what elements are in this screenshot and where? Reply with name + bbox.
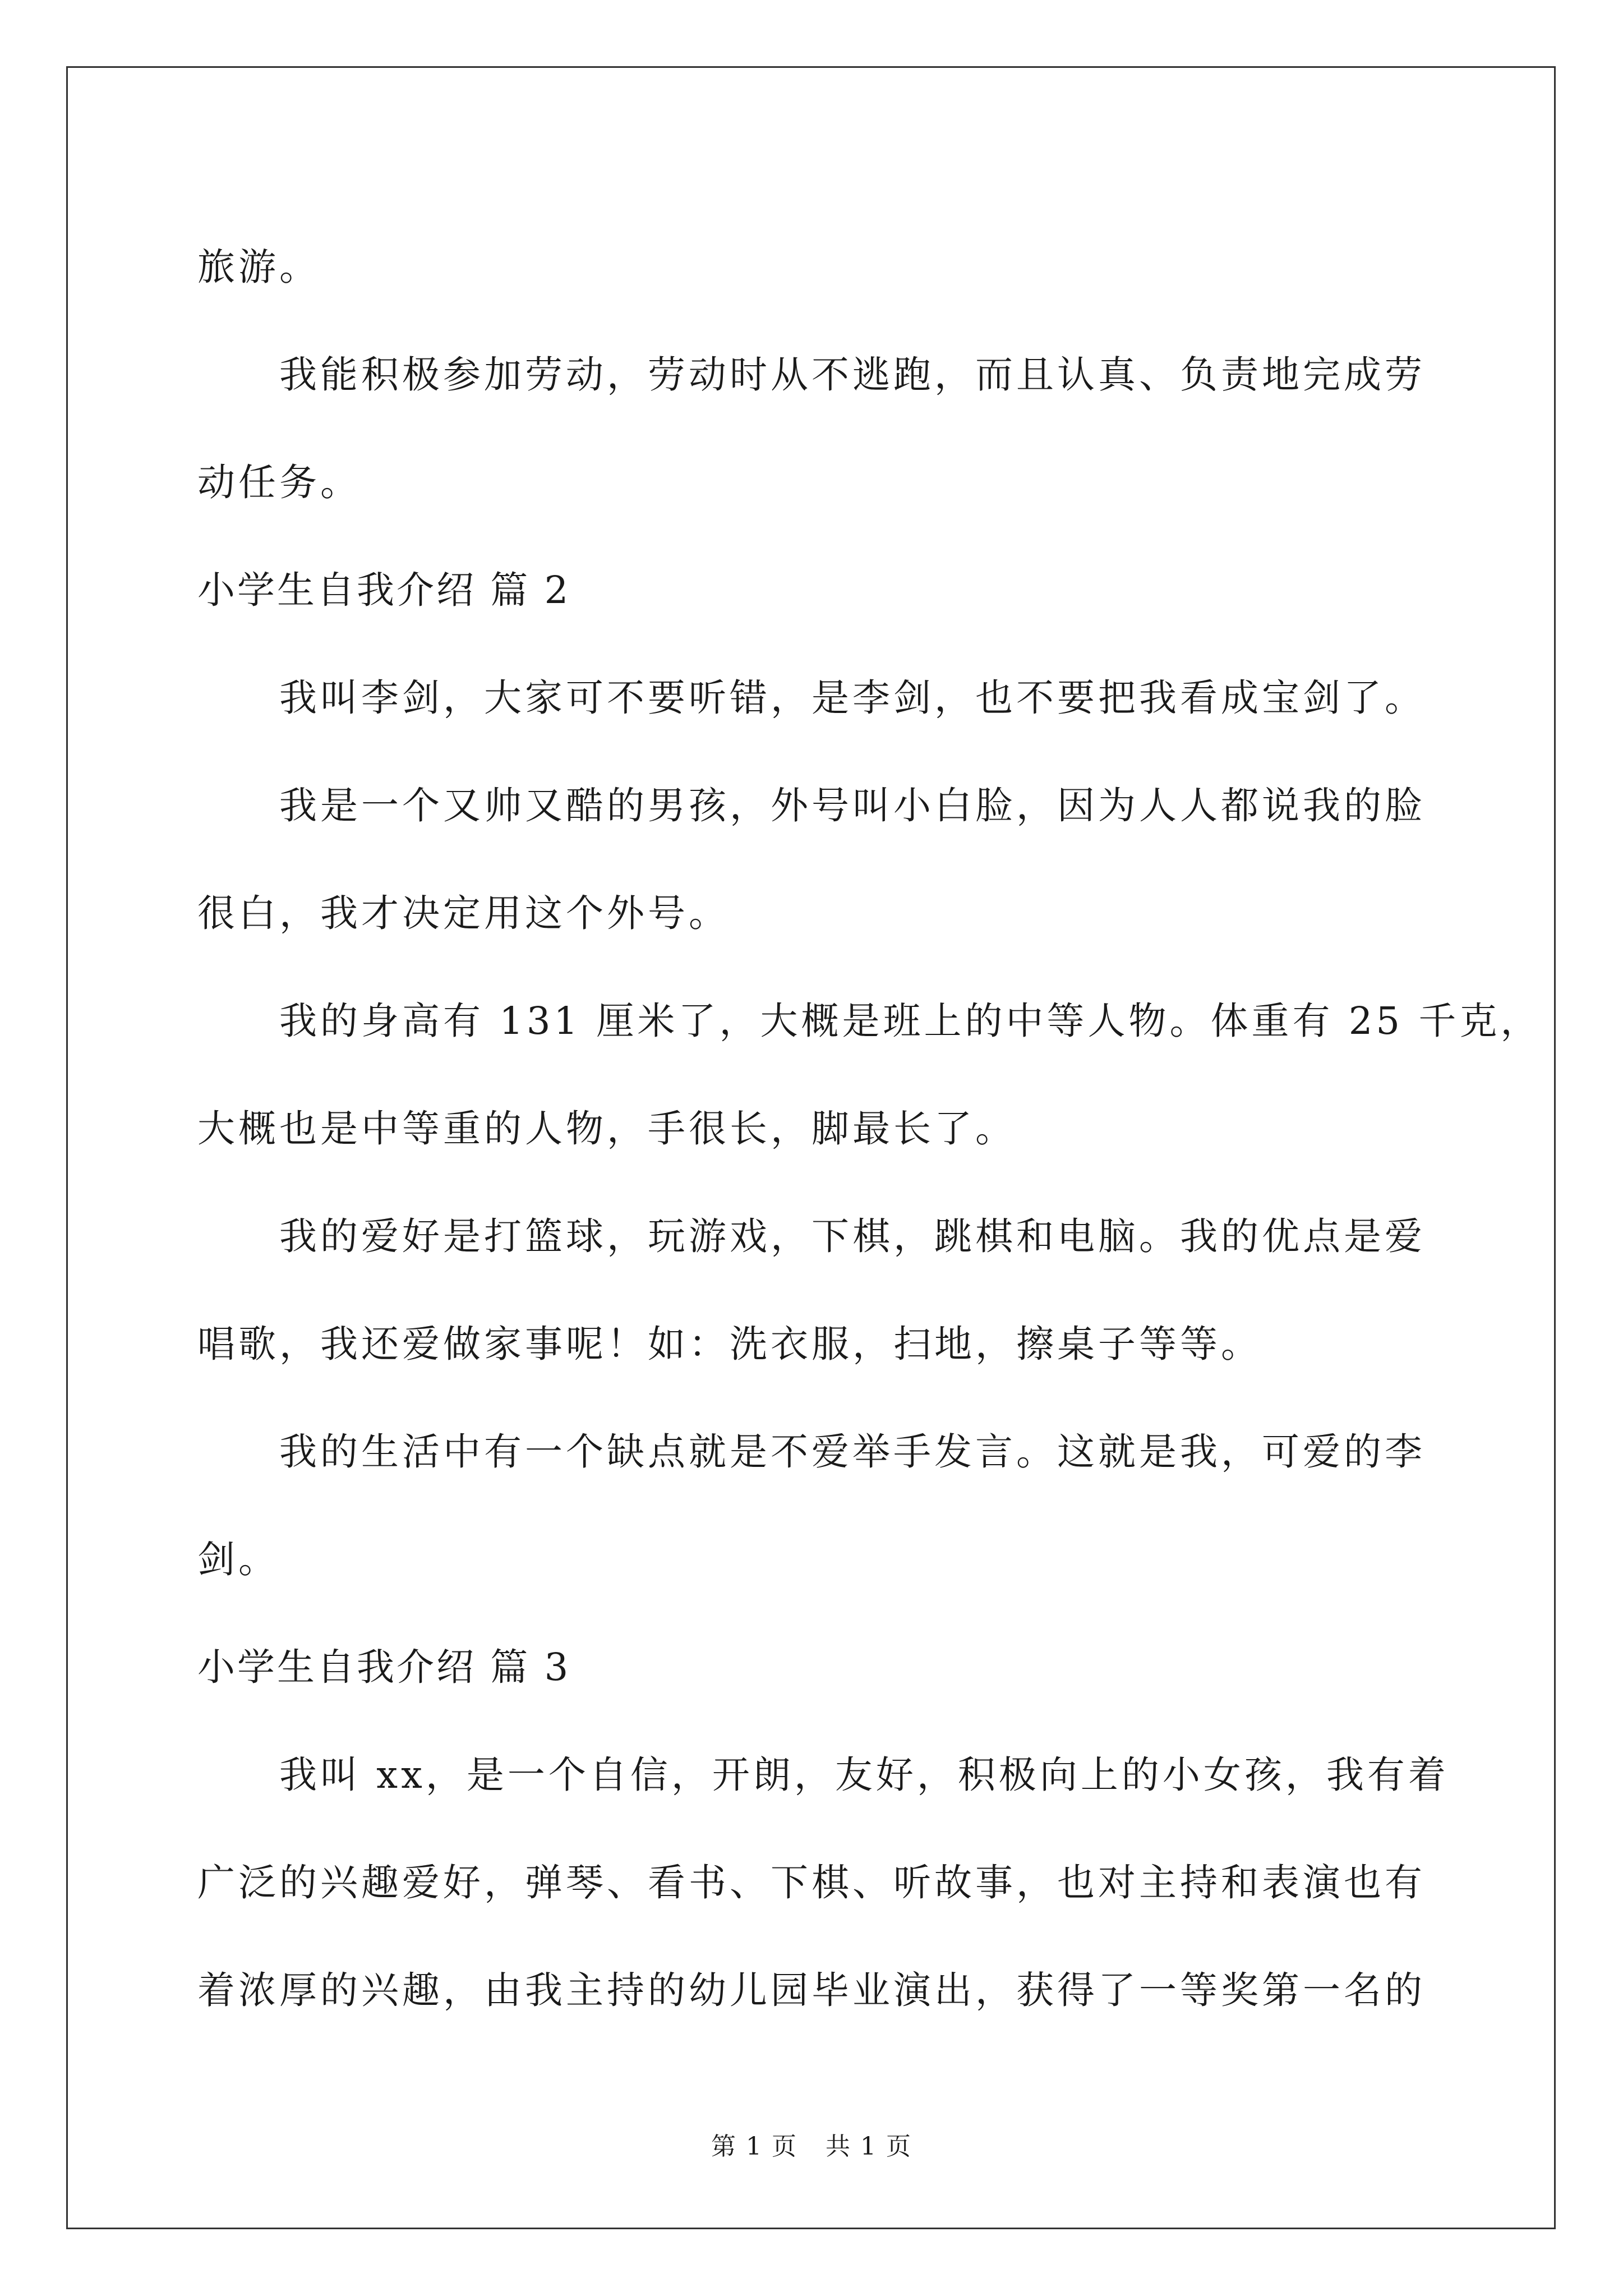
- page-number-total: 共 1 页: [826, 2132, 912, 2161]
- paragraph-first-line: 我的生活中有一个缺点就是不爱举手发言。这就是我，可爱的李: [279, 1430, 1426, 1474]
- paragraph-first-line: 我叫李剑，大家可不要听错，是李剑，也不要把我看成宝剑了。: [279, 676, 1426, 720]
- page-number-current: 第 1 页: [711, 2132, 797, 2161]
- text-line: 很白，我才决定用这个外号。: [197, 891, 730, 935]
- document-body: [197, 213, 1542, 2044]
- section-heading: 小学生自我介绍 篇 2: [197, 568, 571, 612]
- paragraph-first-line: 我是一个又帅又酷的男孩，外号叫小白脸，因为人人都说我的脸: [279, 784, 1426, 827]
- text-line: 广泛的兴趣爱好，弹琴、看书、下棋、听故事，也对主持和表演也有: [197, 1861, 1426, 1904]
- paragraph-first-line: 我能积极参加劳动，劳动时从不逃跑，而且认真、负责地完成劳: [279, 353, 1426, 397]
- text-line: 大概也是中等重的人物，手很长，脚最长了。: [197, 1107, 1016, 1151]
- text-line: 着浓厚的兴趣，由我主持的幼儿园毕业演出，获得了一等奖第一名的: [197, 1968, 1426, 2012]
- text-line: 唱歌，我还爱做家事呢！如：洗衣服，扫地，擦桌子等等。: [197, 1322, 1262, 1366]
- section-heading: 小学生自我介绍 篇 3: [197, 1645, 571, 1689]
- text-line: 旅游。: [197, 245, 320, 289]
- text-line: 剑。: [197, 1538, 279, 1581]
- paragraph-first-line: 我叫 xx，是一个自信，开朗，友好，积极向上的小女孩，我有着: [279, 1753, 1449, 1797]
- paragraph-first-line: 我的爱好是打篮球，玩游戏，下棋，跳棋和电脑。我的优点是爱: [279, 1214, 1426, 1258]
- page-footer: [0, 2126, 1623, 2162]
- paragraph-first-line: 我的身高有 131 厘米了，大概是班上的中等人物。体重有 25 千克，: [279, 999, 1542, 1043]
- text-line: 动任务。: [197, 461, 361, 504]
